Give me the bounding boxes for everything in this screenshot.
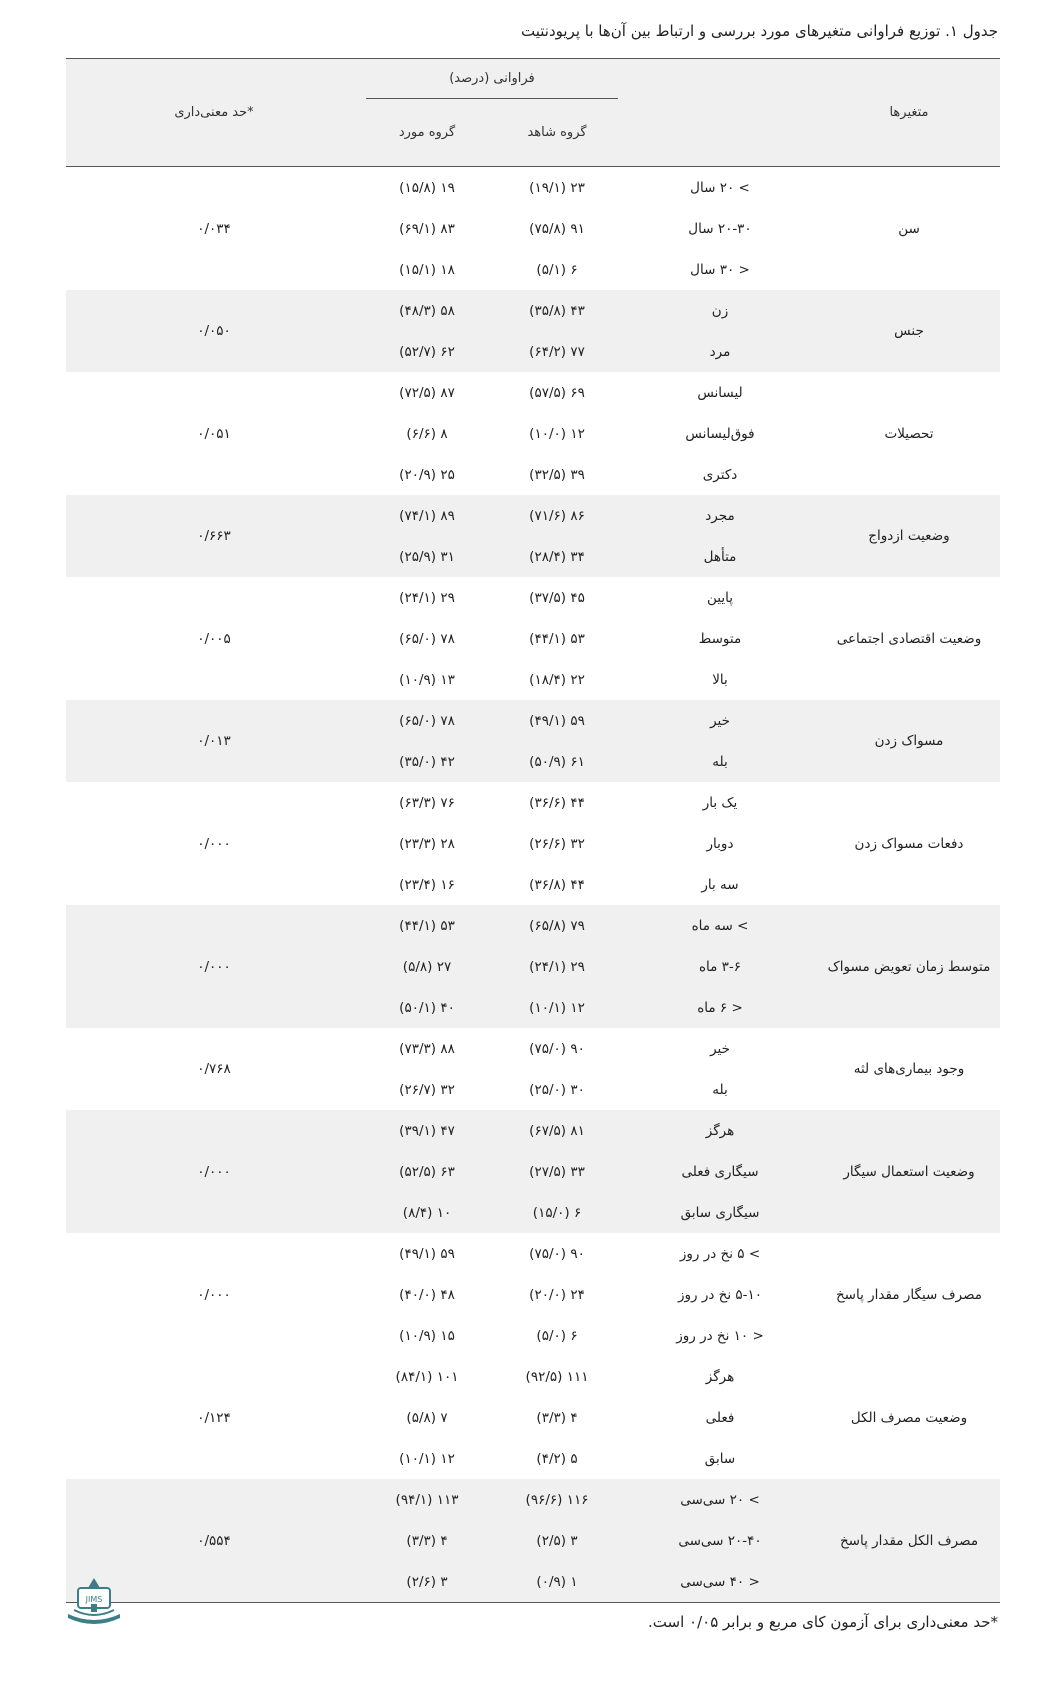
control-value: ۹۰ (۷۵/۰) <box>529 1040 585 1057</box>
case-value: ۷۸ (۶۵/۰) <box>362 700 492 741</box>
p-value: ۰/۰۰۰ <box>197 835 231 852</box>
case-value: ۷۸ (۶۵/۰) <box>399 630 455 647</box>
table-row <box>66 782 1000 823</box>
case-value: ۵۹ (۴۹/۱) <box>399 1245 455 1262</box>
control-value: ۵۳ (۴۴/۱) <box>529 630 585 647</box>
table-row <box>66 1110 1000 1151</box>
control-value: ۷۷ (۶۴/۲) <box>492 331 622 372</box>
case-value: ۶۳ (۵۲/۵) <box>362 1151 492 1192</box>
case-value: ۴۰ (۵۰/۱) <box>362 987 492 1028</box>
category-cell: یک بار <box>702 794 738 811</box>
control-value: ۱۱۶ (۹۶/۶) <box>492 1479 622 1520</box>
control-value: ۱۲ (۱۰/۰) <box>529 425 585 442</box>
control-value: ۵ (۴/۲) <box>536 1450 578 1467</box>
category-cell: لیسانس <box>697 384 743 401</box>
table-row <box>66 577 1000 618</box>
case-value: ۱۳ (۱۰/۹) <box>399 671 455 688</box>
control-value: ۳۳ (۲۷/۵) <box>492 1151 622 1192</box>
case-value: ۳ (۲/۶) <box>362 1561 492 1603</box>
variable-name: وضعیت ازدواج <box>818 495 1000 577</box>
category-cell: > ۲۰ سال <box>690 179 750 196</box>
variable-name: جنس <box>818 290 1000 372</box>
case-value: ۴۲ (۳۵/۰) <box>362 741 492 782</box>
control-value: ۲۹ (۲۴/۱) <box>492 946 622 987</box>
category-cell: > سه ماه <box>622 905 818 946</box>
p-value: ۰/۰۰۰ <box>66 905 362 1028</box>
category-cell: خیر <box>710 1040 730 1057</box>
category-cell: متوسط <box>698 630 742 647</box>
table-row <box>66 905 1000 946</box>
control-value: ۶ (۱۵/۰) <box>492 1192 622 1233</box>
category-cell: > ۲۰ سی‌سی <box>622 1479 818 1520</box>
table-row <box>66 1356 1000 1397</box>
header-significance: *حد معنی‌داری <box>66 59 362 167</box>
case-value: ۱۹ (۱۵/۸) <box>399 179 455 196</box>
category-cell: هرگز <box>622 1110 818 1151</box>
category-cell: > ۵ نخ در روز <box>679 1245 761 1262</box>
p-value: ۰/۰۰۰ <box>66 1110 362 1233</box>
case-value: ۴۸ (۴۰/۰) <box>399 1286 455 1303</box>
case-value: ۷۶ (۶۳/۳) <box>399 794 455 811</box>
header-frequency: فراوانی (درصد) <box>362 59 622 99</box>
category-cell: سیگاری سابق <box>622 1192 818 1233</box>
journal-logo-icon <box>64 1574 124 1626</box>
case-value: ۸۷ (۷۲/۵) <box>399 384 455 401</box>
control-value: ۵۹ (۴۹/۱) <box>492 700 622 741</box>
table-row <box>66 1479 1000 1520</box>
case-value: ۳۱ (۲۵/۹) <box>362 536 492 577</box>
case-value: ۲۷ (۵/۸) <box>362 946 492 987</box>
p-value: ۰/۰۰۰ <box>197 1286 231 1303</box>
header-category <box>622 59 818 167</box>
header-case: گروه مورد <box>362 99 492 167</box>
variable-name: مسواک زدن <box>818 700 1000 782</box>
category-cell: فوق‌لیسانس <box>685 425 755 442</box>
header-variables: متغیرها <box>818 59 1000 167</box>
case-value: ۱۶ (۲۳/۴) <box>399 876 455 893</box>
case-value: ۲۵ (۲۰/۹) <box>399 466 455 483</box>
table-row <box>66 372 1000 413</box>
frequency-table <box>66 58 1000 1603</box>
table-caption: جدول ۱. توزیع فراوانی متغیرهای مورد بررسی و ارتباط بین آن‌ها با پریودنتیت <box>520 22 998 40</box>
case-value: ۸۳ (۶۹/۱) <box>399 220 455 237</box>
control-value: ۷۹ (۶۵/۸) <box>492 905 622 946</box>
control-value: ۲۳ (۱۹/۱) <box>529 179 585 196</box>
p-value: ۰/۶۶۳ <box>66 495 362 577</box>
case-value: ۱۰ (۸/۴) <box>362 1192 492 1233</box>
footnote: *حد معنی‌داری برای آزمون کای مربع و برابر ۰/۰۵ است. <box>648 1613 998 1631</box>
category-cell: مرد <box>622 331 818 372</box>
case-value: ۲۹ (۲۴/۱) <box>399 589 455 606</box>
p-value: ۰/۰۳۴ <box>197 220 231 237</box>
p-value: ۰/۰۵۰ <box>66 290 362 372</box>
case-value: ۱۵ (۱۰/۹) <box>399 1327 455 1344</box>
category-cell: ۳-۶ ماه <box>622 946 818 987</box>
variable-name: سن <box>898 220 920 237</box>
case-value: ۵۸ (۴۸/۳) <box>362 290 492 331</box>
p-value: ۰/۰۱۳ <box>66 700 362 782</box>
table-body <box>66 167 1000 1603</box>
control-value: ۲۴ (۲۰/۰) <box>529 1286 585 1303</box>
variable-name: تحصیلات <box>884 425 934 442</box>
header-control: گروه شاهد <box>492 99 622 167</box>
control-value: ۶۹ (۵۷/۵) <box>529 384 585 401</box>
control-value: ۴۴ (۳۶/۶) <box>529 794 585 811</box>
category-cell: سه بار <box>701 876 739 893</box>
category-cell: هرگز <box>705 1368 735 1385</box>
control-value: ۶ (۵/۱) <box>536 261 578 278</box>
control-value: ۴۵ (۳۷/۵) <box>529 589 585 606</box>
variable-name: وجود بیماری‌های لثه <box>853 1061 965 1077</box>
p-value: ۰/۰۵۱ <box>197 425 231 442</box>
category-cell: متأهل <box>622 536 818 577</box>
table-row <box>66 1233 1000 1274</box>
control-value: ۸۱ (۶۷/۵) <box>492 1110 622 1151</box>
category-cell: سابق <box>704 1450 736 1467</box>
category-cell: < ۶ ماه <box>622 987 818 1028</box>
category-cell: زن <box>622 290 818 331</box>
control-value: ۱۲ (۱۰/۱) <box>492 987 622 1028</box>
control-value: ۶۱ (۵۰/۹) <box>492 741 622 782</box>
case-value: ۴ (۳/۳) <box>362 1520 492 1561</box>
p-value: ۰/۱۲۴ <box>197 1409 231 1426</box>
control-value: ۶ (۵/۰) <box>536 1327 578 1344</box>
case-value: ۴۷ (۳۹/۱) <box>362 1110 492 1151</box>
control-value: ۴۴ (۳۶/۸) <box>529 876 585 893</box>
category-cell: دوبار <box>706 835 734 852</box>
table-row <box>66 167 1000 209</box>
table-row <box>66 700 1000 741</box>
case-value: ۱۸ (۱۵/۱) <box>399 261 455 278</box>
case-value: ۶۲ (۵۲/۷) <box>362 331 492 372</box>
control-value: ۳۴ (۲۸/۴) <box>492 536 622 577</box>
control-value: ۸۶ (۷۱/۶) <box>492 495 622 536</box>
category-cell: ۲۰-۴۰ سی‌سی <box>622 1520 818 1561</box>
variable-name: مصرف الکل مقدار پاسخ <box>818 1479 1000 1603</box>
variable-name: وضعیت اقتصادی اجتماعی <box>836 630 982 647</box>
category-cell: < ۴۰ سی‌سی <box>622 1561 818 1603</box>
case-value: ۳۲ (۲۶/۷) <box>399 1081 455 1098</box>
control-value: ۳۰ (۲۵/۰) <box>529 1081 585 1098</box>
case-value: ۱۱۳ (۹۴/۱) <box>362 1479 492 1520</box>
category-cell: مجرد <box>622 495 818 536</box>
case-value: ۸ (۶/۶) <box>406 425 448 442</box>
variable-name: مصرف سیگار مقدار پاسخ <box>835 1286 983 1303</box>
category-cell: بله <box>712 1081 728 1098</box>
control-value: ۱۱۱ (۹۲/۵) <box>525 1368 589 1385</box>
category-cell: دکتری <box>702 466 738 483</box>
category-cell: پایین <box>707 589 733 606</box>
category-cell: خیر <box>622 700 818 741</box>
variable-name: وضعیت استعمال سیگار <box>818 1110 1000 1233</box>
p-value: ۰/۷۶۸ <box>197 1061 231 1077</box>
control-value: ۱ (۰/۹) <box>492 1561 622 1603</box>
variable-name: دفعات مسواک زدن <box>854 835 964 852</box>
category-cell: < ۱۰ نخ در روز <box>676 1327 764 1344</box>
control-value: ۹۱ (۷۵/۸) <box>529 220 585 237</box>
control-value: ۴۳ (۳۵/۸) <box>492 290 622 331</box>
logo-text: JIMS <box>85 1595 103 1604</box>
table-row <box>66 1028 1000 1069</box>
category-cell: بالا <box>712 671 728 688</box>
category-cell: < ۳۰ سال <box>690 261 750 278</box>
control-value: ۹۰ (۷۵/۰) <box>529 1245 585 1262</box>
case-value: ۷ (۵/۸) <box>406 1409 448 1426</box>
control-value: ۳۹ (۳۲/۵) <box>529 466 585 483</box>
category-cell: ۵-۱۰ نخ در روز <box>677 1286 763 1303</box>
category-cell: سیگاری فعلی <box>622 1151 818 1192</box>
case-value: ۸۸ (۷۳/۳) <box>399 1040 455 1057</box>
case-value: ۱۲ (۱۰/۱) <box>399 1450 455 1467</box>
category-cell: ۲۰-۳۰ سال <box>688 220 752 237</box>
control-value: ۳ (۲/۵) <box>492 1520 622 1561</box>
variable-name: وضعیت مصرف الکل <box>850 1409 968 1426</box>
case-value: ۲۸ (۲۳/۳) <box>399 835 455 852</box>
table-row <box>66 495 1000 536</box>
category-cell: فعلی <box>705 1409 735 1426</box>
p-value: ۰/۰۰۵ <box>197 630 231 647</box>
control-value: ۲۲ (۱۸/۴) <box>529 671 585 688</box>
variable-name: متوسط زمان تعویض مسواک <box>818 905 1000 1028</box>
case-value: ۵۳ (۴۴/۱) <box>362 905 492 946</box>
table-row <box>66 290 1000 331</box>
case-value: ۸۹ (۷۴/۱) <box>362 495 492 536</box>
category-cell: بله <box>622 741 818 782</box>
p-value: ۰/۵۵۴ <box>66 1479 362 1603</box>
control-value: ۳۲ (۲۶/۶) <box>529 835 585 852</box>
control-value: ۴ (۳/۳) <box>536 1409 578 1426</box>
case-value: ۱۰۱ (۸۴/۱) <box>395 1368 459 1385</box>
